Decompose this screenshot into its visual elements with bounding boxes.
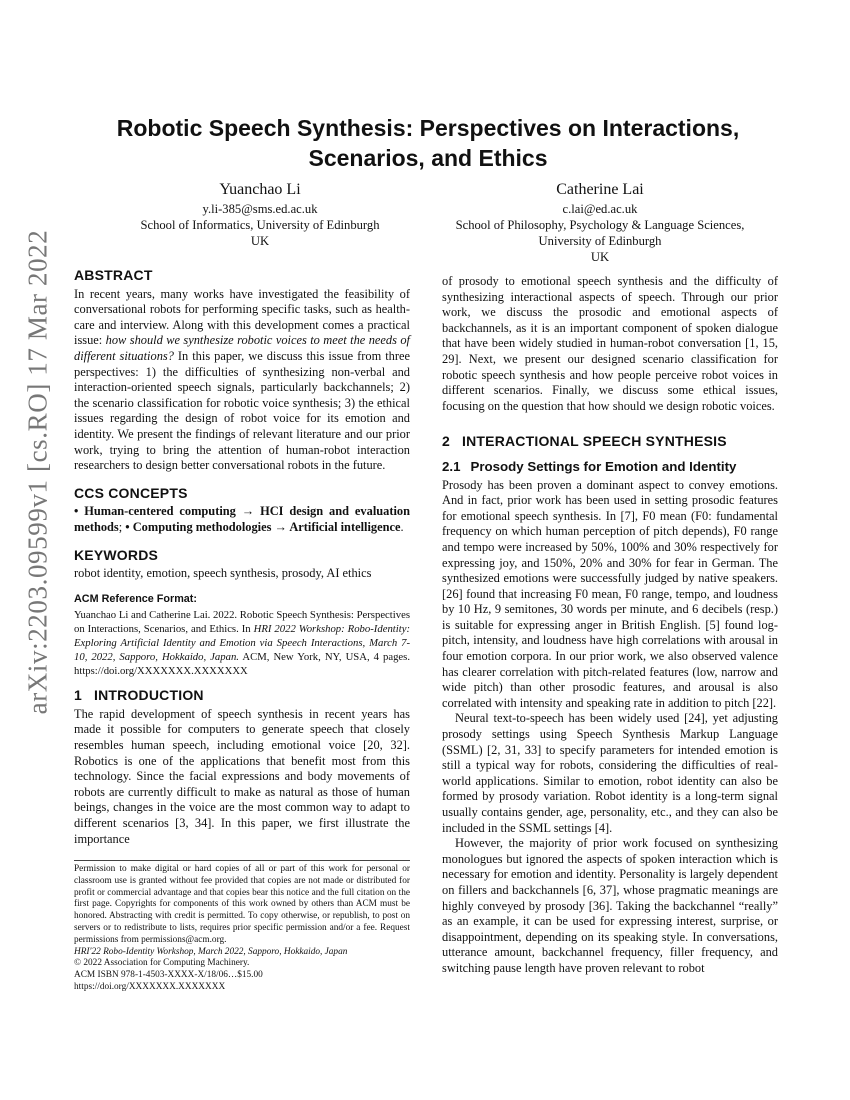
section-2-1-paragraph-3: However, the majority of prior work focused on synthesizing monologues but ignored the aspects of spoken interaction which is necessary for emotion and identity. Personality is largely dependent on fillers and backchannels [6, 37], whose pragmatic meanings are highly conveyed by prosody [36]. Taking the backchannel “really” as an example, it can be used for expressing interest, surprise, or disappointment, depending on its speaking style. In conversations, utterance amount, backchannel frequency, filler frequency, and switching pause length have proven relevant to robot [442,836,778,975]
author-affiliation-2: University of Edinburgh [538,234,662,248]
author-block-1 [110,180,410,249]
section-2-1-paragraph-2: Neural text-to-speech has been widely used [24], yet adjusting prosody settings using Speech Synthesis Markup Language (SSML) [2, 31, 33] to specify parameters for intended emotion is still a typical way for robots, considering the difficulties of real-world applications. Similar to emotion, robot identity can also be formed by prosody variation. Robot identity is a long-term signal usually contains gender, age, personality, etc., and they can also be included in the SSML settings [4]. [442,711,778,835]
author-name: Catherine Lai [556,181,644,198]
section-2-1-paragraph-1: Prosody has been proven a dominant aspect to convey emotions. And in fact, prior work has been used in setting prosodic features for emotional speech synthesis. In [7], F0 mean (F0: fundamental frequency on which human perception of pitch depends), F0 range and tempo were increased by 50%, 100% and 30% respectively for expressing joy, and 150%, 20% and 30% for fear in German. The synthesized emotions were successfully judged by native speakers. [26] found that increasing F0 mean, F0 range, tempo, and loudness by 10 Hz, 9 semitones, 30 words per minute, and 6 decibels (resp.) is suitable for expressing anger in British English. [5] found log-pitch, intensity, and loudness have high correlations with arousal in four emotion corpora. In our prior work, we also observed valence has clearer correlation with pitch-related features (low, narrow and wide pitch) than other prosodic features, and arousal is also correlated with intensity and speaking rate in addition to pitch [22]. [442,477,778,710]
isbn-text: ACM ISBN 978-1-4503-XXXX-X/18/06…$15.00 [74,970,263,981]
acm-reference-heading: ACM Reference Format: [74,592,197,605]
author-block-2 [430,180,770,265]
title-line-1: Robotic Speech Synthesis: Perspectives on Interactions, [116,115,740,141]
intro-heading: 1 INTRODUCTION [74,687,204,704]
author-name: Yuanchao Li [219,181,301,198]
author-country: UK [590,250,610,264]
abstract-heading: ABSTRACT [74,267,153,283]
venue-text: HRI'22 Robo-Identity Workshop, March 2022, Sapporo, Hokkaido, Japan [74,946,348,957]
left-column [74,268,410,847]
arxiv-watermark [18,229,58,715]
permission-text: Permission to make digital or hard copies of all or part of this work for personal or classroom use is granted without fee provided that copies are not made or distributed for profit or commercial advantage and that copies bear this notice and the full citation on the first page. Copyrights for components of this work owned by others than ACM must be honored. Abstracting with credit is permitted. To copy otherwise, or republish, to post on servers or to redistribute to lists, requires prior specific permission and/or a fee. Request permissions from permissions@acm.org. [74,864,410,945]
intro-text: The rapid development of speech synthesis in recent years has made it possible for computers to generate speech that closely resembles human speech, including emotional voice [20, 32]. Robotics is one of the applications that benefit most from this technology. Since the facial expressions and body movements of robots are currently difficult to make as natural as those of human beings, changes in the voice are the most common way to adapt to different scenarios [3, 34]. In this paper, we first illustrate the importance [74,706,410,846]
author-email: c.lai@ed.ac.uk [562,202,638,216]
author-country: UK [250,234,270,248]
keywords-heading: KEYWORDS [74,546,159,563]
author-affiliation: School of Philosophy, Psychology & Language Sciences, [455,218,745,232]
keywords-text: robot identity, emotion, speech synthesis, prosody, AI ethics [74,566,372,581]
section-2-1-heading: 2.1 Prosody Settings for Emotion and Identity [442,458,737,474]
paper-title [75,113,781,173]
right-column [442,274,778,977]
author-affiliation: School of Informatics, University of Edinburgh [140,218,380,232]
section-2-heading: 2 INTERACTIONAL SPEECH SYNTHESIS [442,433,727,450]
ccs-heading: CCS CONCEPTS [74,484,188,501]
arxiv-id: arXiv:2203.09599v1 [cs.RO] 17 Mar 2022 [22,229,53,715]
copyright-text: © 2022 Association for Computing Machinery. [74,958,250,969]
permission-footnote [74,864,410,994]
abstract-text: In recent years, many works have investigated the feasibility of conversational robots for performing specific tasks, such as health-care and interview. Along with this development comes a practical issue: how should we synthesize robotic voices to meet the needs of different situations? In this paper, we discuss this issue from three perspectives: 1) the difficulties of synthesizing non-verbal and interaction-oriented speech signals, particularly backchannels; 2) the scenario classification for robotic voice synthesis; 3) the ethical issues regarding the design of robot voice for its emotion and identity. We present the findings of relevant literature and our prior work, trying to bring the attention of human-robot interaction researchers to design better conversational robots in the future. [74,286,411,473]
author-email: y.li-385@sms.ed.ac.uk [202,202,318,216]
title-line-2: Scenarios, and Ethics [308,145,548,171]
intro-continuation: of prosody to emotional speech synthesis and the difficulty of synthesizing interactional aspects of speech. Through our prior work, we discuss the prosodic and emotional aspects of backchannels, as it is an important component of spoken dialogue that have been widely studied in human-robot conversation [1, 15, 29]. Next, we present our designed scenario classification for robotic speech synthesis and how people perceive robot voices in different scenarios. Finally, we discuss some ethical issues, focusing on the question that how should we design robotic voices. [442,274,778,413]
footnote-divider [74,860,410,861]
ccs-text: • Human-centered computing → HCI design and evaluation methods; • Computing methodologies → Artificial intelligence. [74,504,410,534]
doi-text: https://doi.org/XXXXXXX.XXXXXXX [74,981,226,992]
acm-reference-text: Yuanchao Li and Catherine Lai. 2022. Robotic Speech Synthesis: Perspectives on Interactions, Scenarios, and Ethics. In HRI 2022 Workshop: Robo-Identity: Exploring Artificial Identity and Emotion via Speech Interactions, March 7-10, 2022, Sapporo, Hokkaido, Japan. ACM, New York, NY, USA, 4 pages. https://doi.org/XXXXXXX.XXXXXXX [74,609,410,678]
